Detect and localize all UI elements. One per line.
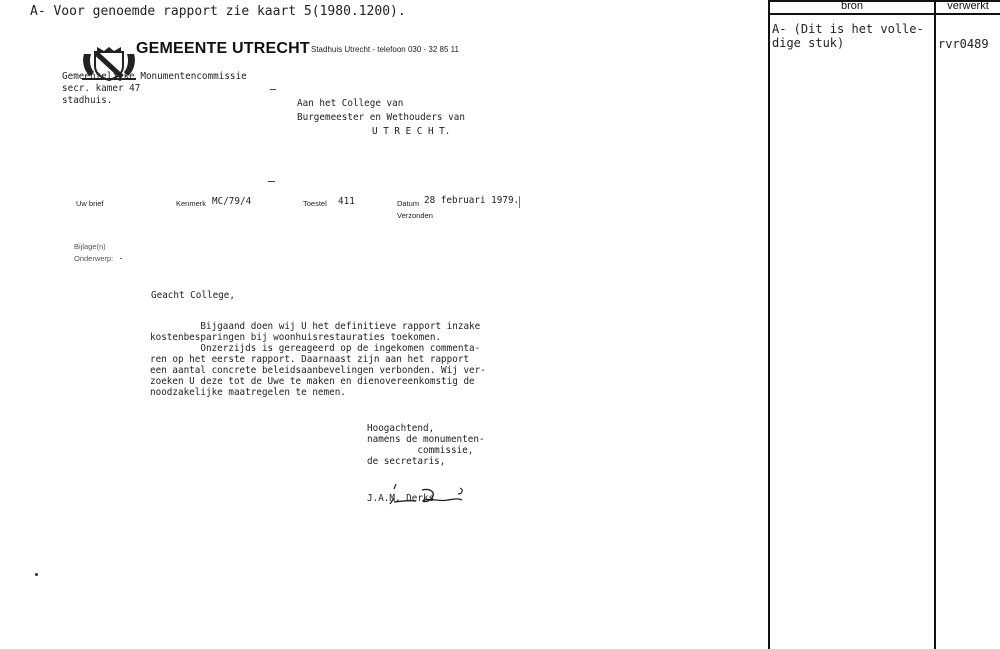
closing-line-4: de secretaris, [367,456,446,467]
closing-line-3: commissie, [367,445,474,456]
bron-header: bron [840,0,864,12]
body-line-3: Onzerzijds is gereageerd op de ingekomen commenta- [150,343,481,354]
recipient-line-1: Aan het College van [297,98,404,109]
closing-line-2: namens de monumenten- [367,434,485,445]
fold-mark-top [270,89,276,90]
kenmerk-value: MC/79/4 [212,196,252,207]
column-divider-right [934,0,936,649]
uw-brief-label: Uw brief [76,199,104,208]
card-annotation: A- Voor genoemde rapport zie kaart 5(1980.1200). [30,4,406,19]
sender-line-3: stadhuis. [62,95,113,106]
signatory-name: J.A.M. Derks [367,493,435,504]
closing-line-1: Hoogachtend, [367,423,435,434]
toestel-label: Toestel [303,199,327,208]
column-divider-left [768,0,770,649]
verwerkt-value: rvr0489 [938,37,989,51]
stray-dot [35,573,38,576]
letterhead-contact: Stadhuis Utrecht - telefoon 030 - 32 85 11 [311,45,459,54]
paper-edge-mark [519,196,520,208]
verwerkt-header: verwerkt [947,0,989,12]
bijlage-label: Bijlage(n) [74,242,106,251]
bron-text-line-1: A- (Dit is het volle- [772,22,924,36]
fold-mark-middle [268,181,275,182]
toestel-value: 411 [338,196,355,207]
letterhead-org-name: GEMEENTE UTRECHT [136,40,310,57]
recipient-line-2: Burgemeester en Wethouders van [297,112,465,123]
body-line-7: noodzakelijke maatregelen te nemen. [150,387,346,398]
onderwerp-dot [120,258,122,259]
handwritten-signature [380,462,470,490]
salutation: Geacht College, [151,290,235,301]
body-line-5: een aantal concrete beleidsaanbevelingen verbonden. Wij ver- [150,365,486,376]
verzonden-label: Verzonden [397,211,433,220]
sender-line-1: Gemeentelijke Monumentencommissie [62,71,247,82]
datum-label: Datum [397,199,420,208]
body-line-1: Bijgaand doen wij U het definitieve rapport inzake [150,321,481,332]
onderwerp-label: Onderwerp: [74,254,114,263]
body-line-4: ren op het eerste rapport. Daarnaast zijn aan het rapport [150,354,470,365]
body-line-2: kostenbesparingen bij woonhuisrestauraties toekomen. [150,332,442,343]
bron-text-line-2: dige stuk) [772,36,845,50]
kenmerk-label: Kenmerk [176,199,207,208]
header-bottom-rule [769,13,1000,15]
utrecht-coat-of-arms-logo [72,28,130,64]
datum-value: 28 februari 1979. [424,195,520,206]
recipient-line-3: U T R E C H T. [372,126,451,137]
body-line-6: zoeken U deze tot de Uwe te maken en dienovereenkomstig de [150,376,475,387]
sender-line-2: secr. kamer 47 [62,83,141,94]
